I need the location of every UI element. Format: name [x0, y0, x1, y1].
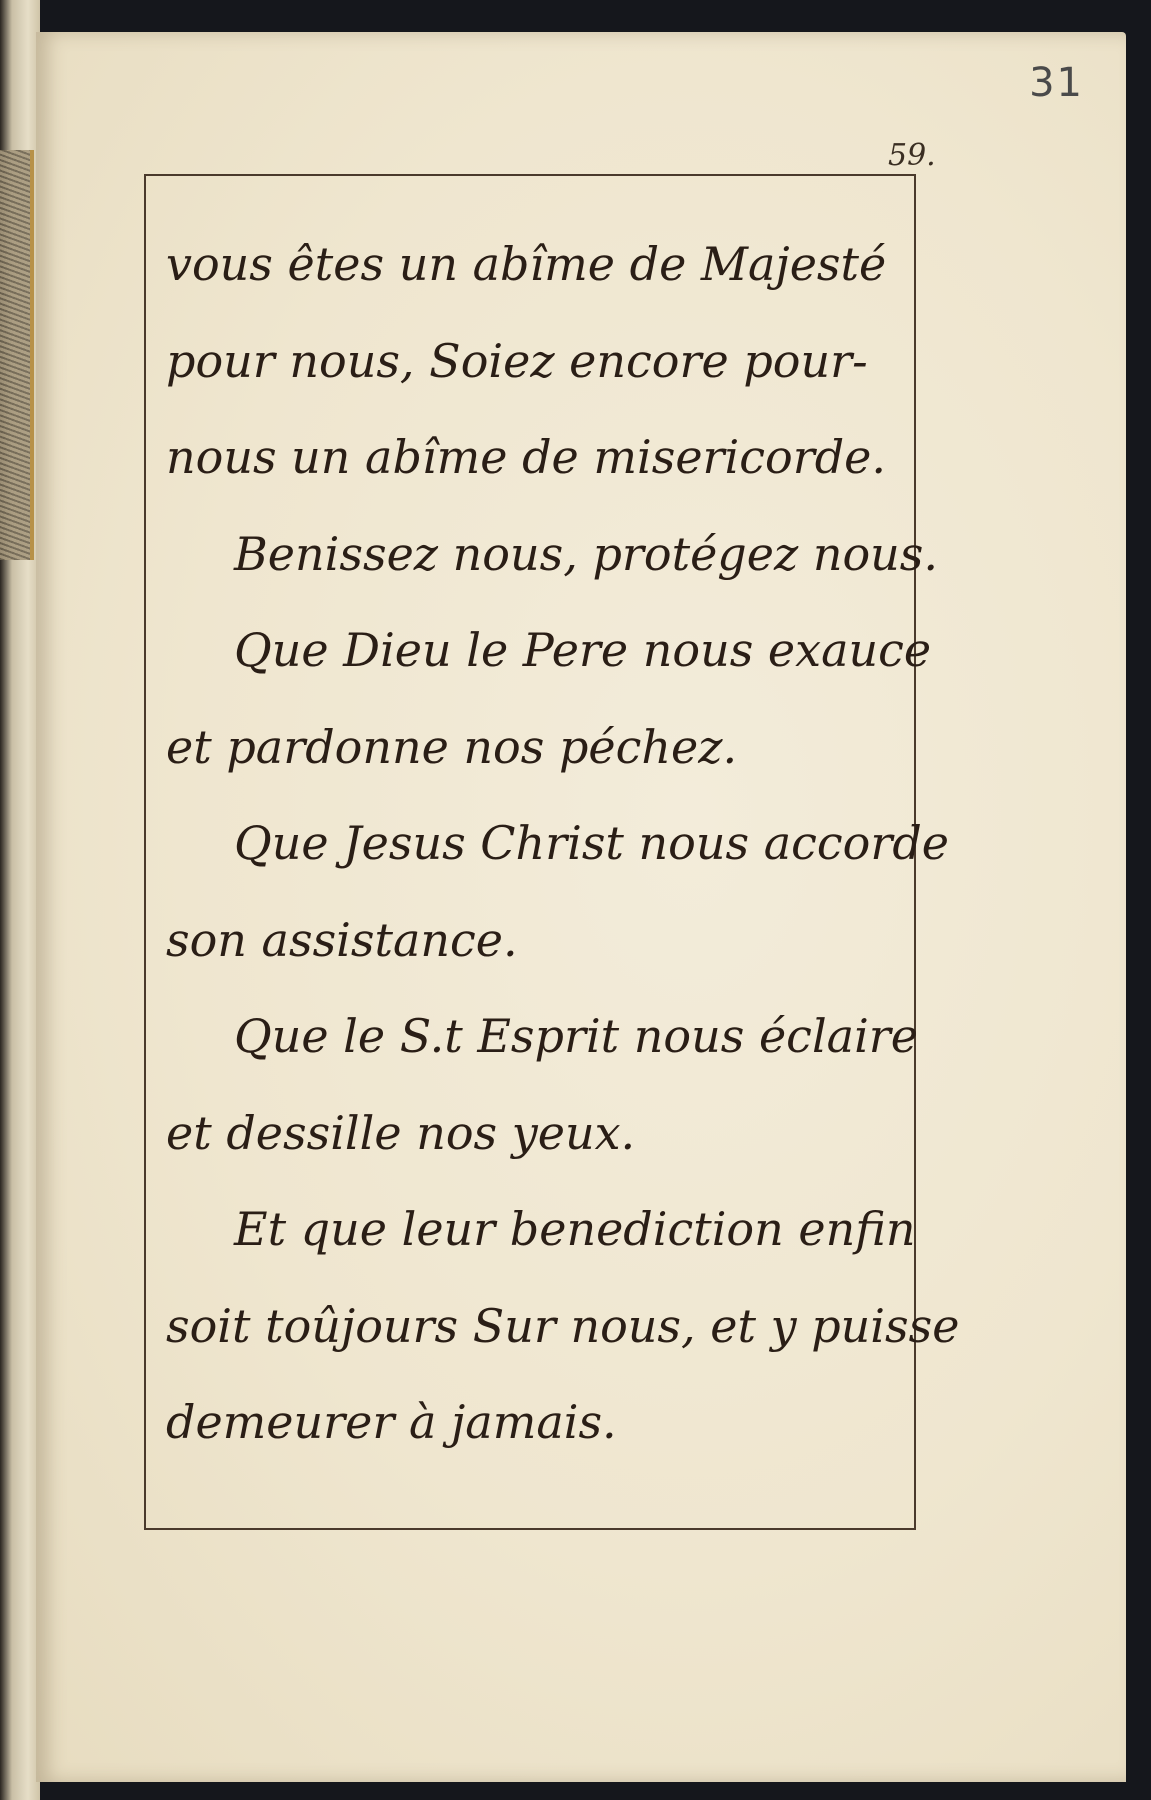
- text-line: Que Dieu le Pere nous exauce: [234, 623, 932, 677]
- text-line: Que Jesus Christ nous accorde: [234, 816, 950, 870]
- text-line: vous êtes un abîme de Majesté: [166, 237, 887, 291]
- page-number: 59.: [888, 138, 936, 173]
- text-line: et pardonne nos péchez.: [166, 719, 738, 774]
- calligraphy-text: [166, 216, 960, 1471]
- text-line: nous un abîme de misericorde.: [166, 430, 886, 484]
- text-line: soit toûjours Sur nous, et y puisse: [166, 1298, 960, 1353]
- text-frame: [144, 174, 960, 1530]
- text-line: pour nous, Soiez encore pour-: [166, 333, 868, 388]
- folio-number: 31: [1029, 60, 1084, 106]
- text-line: demeurer à jamais.: [166, 1395, 617, 1449]
- text-line: et dessille nos yeux.: [166, 1105, 636, 1160]
- previous-page-edge: [0, 0, 40, 1800]
- text-line: Et que leur benediction enfin: [234, 1202, 916, 1256]
- manuscript-page: [36, 32, 1126, 1782]
- text-line: Benissez nous, protégez nous.: [234, 526, 938, 581]
- engraved-plate-edge: [0, 150, 34, 560]
- text-line: son assistance.: [166, 912, 518, 967]
- text-line: Que le S.t Esprit nous éclaire: [234, 1009, 919, 1063]
